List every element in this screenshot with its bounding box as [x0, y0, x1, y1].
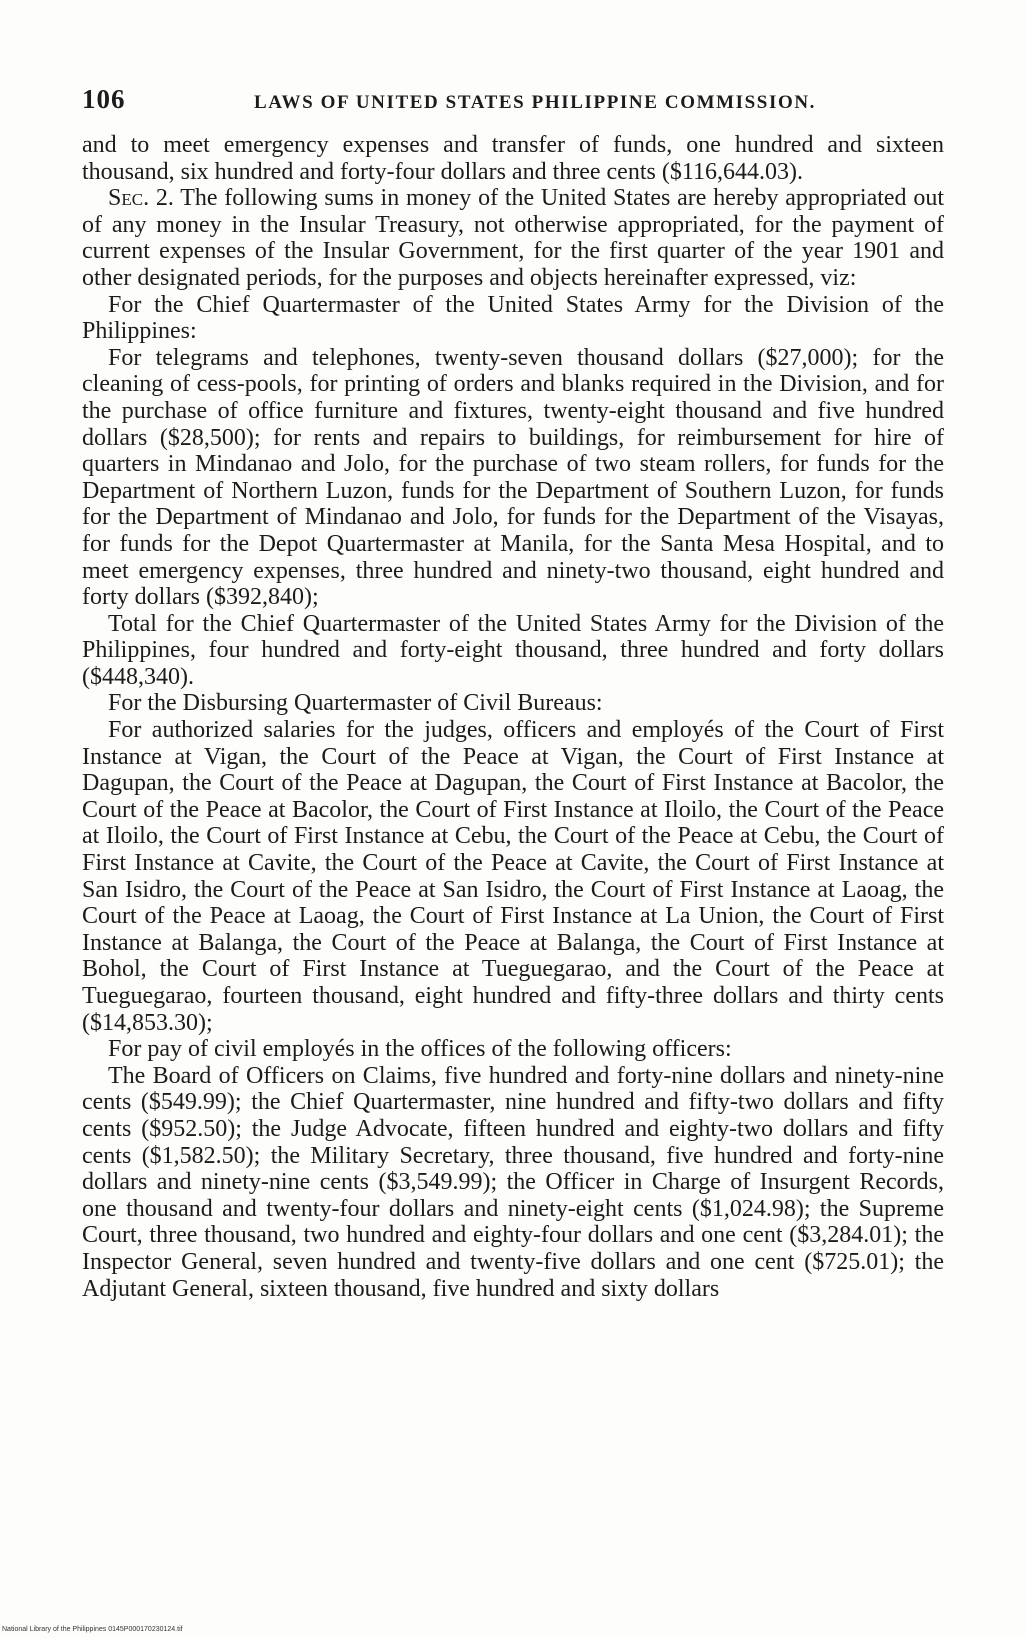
section-label: Sec. 2. — [108, 185, 174, 212]
page-number: 106 — [82, 84, 126, 114]
paragraph-text: For authorized salaries for the judges, officers and employés of the Court of First Instance at Vigan, the Court of the Peace at Vigan, the Court of First Instance at Dagupan, the Court of the Peace at Dagupan, the Court of First Instance at Bacolor, the Court of the Peace at Bacolor, the Court of First Instance at Iloilo, the Court of the Peace at Iloilo, the Court of First Instance at Cebu, the Court of the Peace at Cebu, the Court of First Instance at Cavite, the Court of the Peace at Cavite, the Court of First Instance at San Isidro, the Court of the Peace at San Isidro, the Court of First Instance at Laoag, the Court of the Peace at Laoag, the Court of First Instance at La Union, the Court of First Instance at Balanga, the Court of the Peace at Balanga, the Court of First Instance at Bohol, the Court of First Instance at Tueguegarao, and the Court of the Peace at Tueguegarao, fourteen thousand, eight hundred and fifty-three dollars and thirty cents ($14,853.30); — [82, 717, 944, 1036]
paragraph-section-2 — [82, 185, 944, 291]
page-header — [82, 84, 944, 128]
paragraph-text: The following sums in money of the United States are hereby appropriated out of any money in the Insular Treasury, not otherwise appropriated, for the payment of current expenses of the Insular Government, for the first quarter of the year 1901 and other designated periods, for the purposes and objects hereinafter expressed, viz: — [82, 185, 945, 291]
paragraph-continuation — [82, 132, 944, 185]
scan-source-footer: National Library of the Philippines 0145P000170230124.tif — [2, 1626, 183, 1633]
paragraph-heading-chief-quartermaster — [82, 292, 944, 345]
paragraph-telegrams — [82, 345, 944, 611]
paragraph-text: and to meet emergency expenses and transfer of funds, one hundred and sixteen thousand, six hundred and forty-four dollars and three cents ($116,644.03). — [82, 132, 944, 185]
paragraph-text: The Board of Officers on Claims, five hundred and forty-nine dollars and ninety-nine cents ($549.99); the Chief Quartermaster, nine hundred and fifty-two dollars and fifty cents ($952.50); the Judge Advocate, fifteen hundred and eighty-two dollars and fifty cents ($1,582.50); the Military Secretary, three thousand, five hundred and forty-nine dollars and ninety-nine cents ($3,549.99); the Officer in Charge of Insurgent Records, one thousand and twenty-four dollars and ninety-eight cents ($1,024.98); the Supreme Court, three thousand, two hundred and eighty-four dollars and one cent ($3,284.01); the Inspector General, seven hundred and twenty-five dollars and one cent ($725.01); the Adjutant General, sixteen thousand, five hundred and sixty dollars — [82, 1062, 944, 1302]
paragraph-text: For the Chief Quartermaster of the United States Army for the Division of the Philippines: — [82, 291, 944, 345]
paragraph-text: Total for the Chief Quartermaster of the United States Army for the Division of the Philippines, four hundred and forty-eight thousand, three hundred and forty dollars ($448,340). — [82, 610, 944, 690]
paragraph-text: For pay of civil employés in the offices of the following officers: — [108, 1036, 732, 1063]
paragraph-authorized-salaries — [82, 717, 944, 1036]
paragraph-board-of-officers — [82, 1063, 944, 1302]
body-text — [82, 132, 944, 1302]
document-page — [82, 84, 944, 1302]
running-title: LAWS OF UNITED STATES PHILIPPINE COMMISSION. — [253, 92, 817, 113]
paragraph-pay-civil-employes — [82, 1036, 944, 1063]
paragraph-text: For the Disbursing Quartermaster of Civil Bureaus: — [108, 690, 603, 717]
paragraph-text: For telegrams and telephones, twenty-seven thousand dollars ($27,000); for the cleaning of cess-pools, for printing of orders and blanks required in the Division, and for the purchase of office furniture and fixtures, twenty-eight thousand and five hundred dollars ($28,500); for rents and repairs to buildings, for reimbursement for hire of quarters in Mindanao and Jolo, for the purchase of two steam rollers, for funds for the Department of Northern Luzon, funds for the Department of Southern Luzon, for funds for the Department of Mindanao and Jolo, for funds for the Department of the Visayas, for funds for the Depot Quartermaster at Manila, for the Santa Mesa Hospital, and to meet emergency expenses, three hundred and ninety-two thousand, eight hundred and forty dollars ($392,840); — [82, 344, 944, 611]
paragraph-heading-disbursing-quartermaster — [82, 690, 944, 717]
paragraph-total-chief-quartermaster — [82, 611, 944, 691]
